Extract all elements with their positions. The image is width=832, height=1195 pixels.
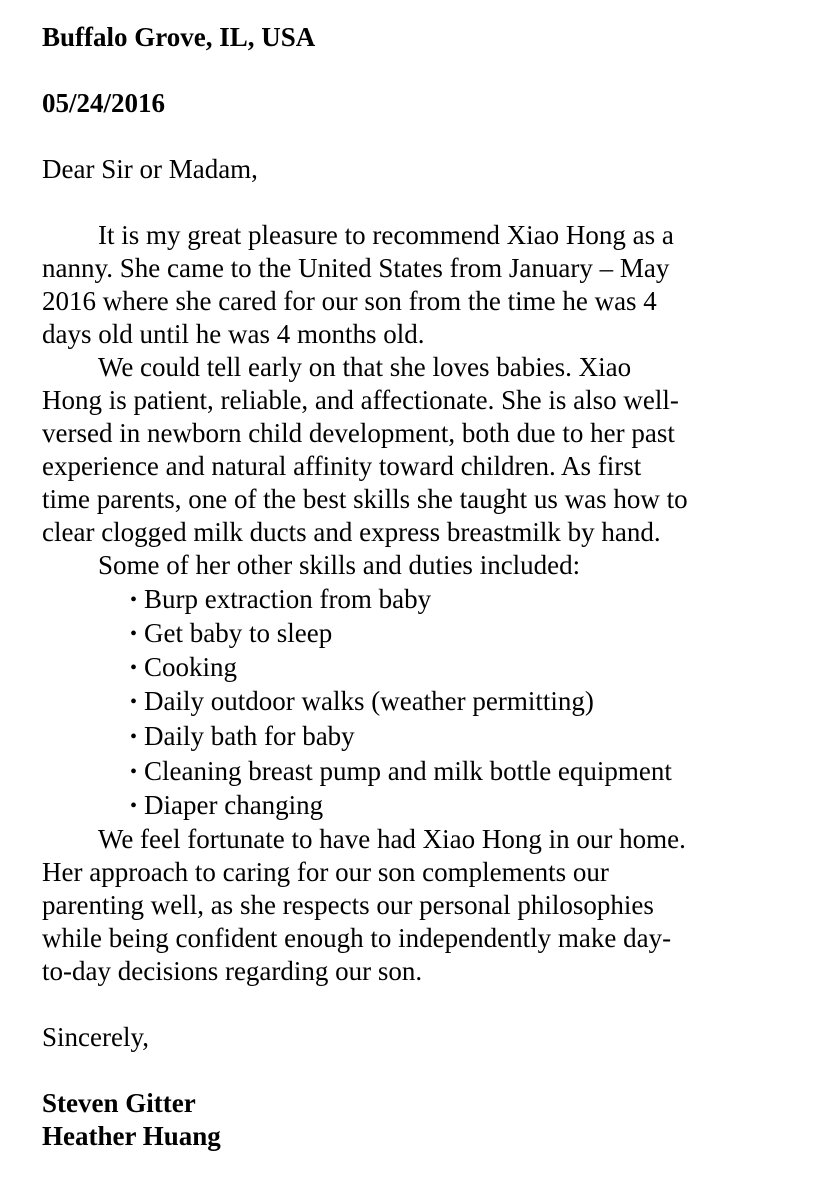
bullet-icon: • (130, 795, 138, 817)
paragraph1-line: It is my great pleasure to recommend Xiao Hong as a (98, 220, 674, 250)
skill-text: Burp extraction from baby (144, 584, 432, 614)
paragraph1-line: days old until he was 4 months old. (42, 319, 425, 349)
location-line: Buffalo Grove, IL, USA (42, 22, 316, 52)
skill-text: Daily outdoor walks (weather permitting) (144, 686, 594, 716)
paragraph2-line: Hong is patient, reliable, and affectionate. She is also well- (42, 385, 679, 415)
bullet-icon: • (130, 726, 138, 748)
paragraph2-line: experience and natural affinity toward children. As first (42, 451, 642, 481)
signature-name: Steven Gitter (42, 1088, 196, 1118)
skill-list-item (130, 685, 594, 719)
paragraph2-line: clear clogged milk ducts and express breastmilk by hand. (42, 517, 661, 547)
bullet-icon: • (130, 657, 138, 679)
skill-list-item (130, 755, 672, 789)
paragraph2-line: We could tell early on that she loves babies. Xiao (98, 352, 632, 382)
skill-list-item (130, 651, 237, 685)
skills-intro: Some of her other skills and duties included: (98, 550, 581, 580)
skill-text: Cooking (144, 652, 238, 682)
bullet-icon: • (130, 761, 138, 783)
signature-name: Heather Huang (42, 1121, 221, 1151)
paragraph3-line: We feel fortunate to have had Xiao Hong in our home. (98, 824, 686, 854)
bullet-icon: • (130, 623, 138, 645)
salutation: Dear Sir or Madam, (42, 154, 258, 184)
skill-list-item (130, 720, 355, 754)
paragraph1-line: nanny. She came to the United States from January – May (42, 253, 670, 283)
bullet-icon: • (130, 691, 138, 713)
skill-text: Daily bath for baby (144, 721, 355, 751)
paragraph2-line: versed in newborn child development, both due to her past (42, 418, 675, 448)
skill-text: Get baby to sleep (144, 618, 333, 648)
bullet-icon: • (130, 589, 138, 611)
skill-list-item (130, 789, 323, 823)
paragraph2-line: time parents, one of the best skills she taught us was how to (42, 484, 688, 514)
skill-list-item (130, 583, 431, 617)
paragraph3-line: parenting well, as she respects our personal philosophies (42, 890, 654, 920)
paragraph3-line: while being confident enough to independently make day- (42, 923, 672, 953)
paragraph1-line: 2016 where she cared for our son from the time he was 4 (42, 286, 657, 316)
paragraph3-line: Her approach to caring for our son complements our (42, 857, 609, 887)
skill-text: Diaper changing (144, 790, 324, 820)
skill-list-item (130, 617, 332, 651)
closing: Sincerely, (42, 1022, 149, 1052)
paragraph3-line: to-day decisions regarding our son. (42, 956, 423, 986)
date-line: 05/24/2016 (42, 88, 166, 118)
skill-text: Cleaning breast pump and milk bottle equipment (144, 756, 672, 786)
